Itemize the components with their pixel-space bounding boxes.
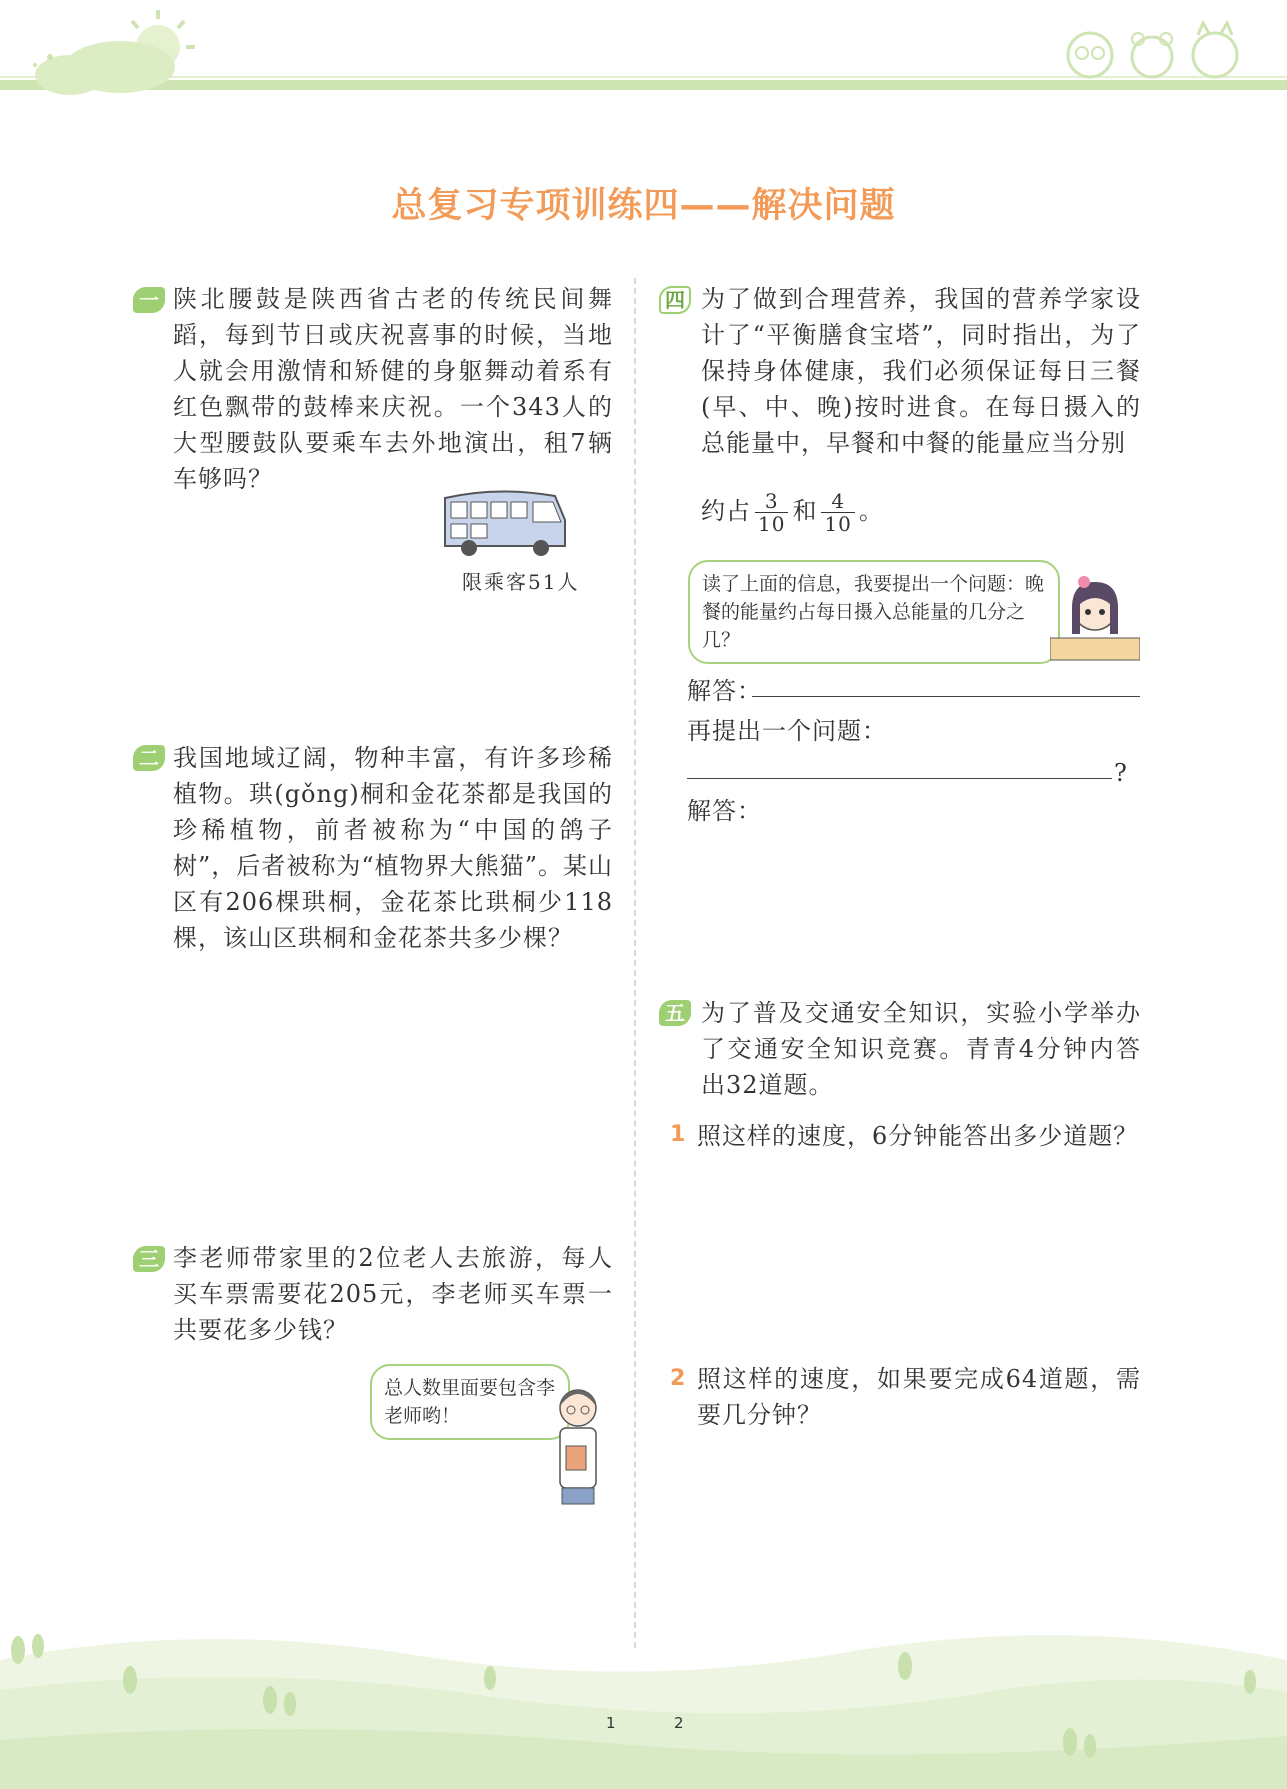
question-badge-2: 二 bbox=[133, 745, 165, 771]
question-badge-5: 五 bbox=[659, 1000, 691, 1026]
question-2-text: 我国地域辽阔，物种丰富，有许多珍稀植物。珙(gǒng)桐和金花茶都是我国的珍稀植物，前者被称为“中国的鸽子树”，后者被称为“植物界大熊猫”。某山区有206棵珙桐，金花茶比珙桐少118棵，该山区珙桐和金花茶共多少棵？ bbox=[173, 744, 613, 952]
question-badge-1: 一 bbox=[133, 287, 165, 313]
student-question-bubble: 读了上面的信息，我要提出一个问题：晚餐的能量约占每日摄入总能量的几分之几？ bbox=[688, 560, 1060, 664]
page-title: 总复习专项训练四——解决问题 bbox=[391, 186, 896, 226]
sun-cloud-decoration bbox=[10, 5, 210, 115]
question-4-text: 为了做到合理营养，我国的营养学家设计了“平衡膳食宝塔”，同时指出，为了保持身体健康，我们必须保证每日三餐(早、中、晚)按时进食。在每日摄入的总能量中，早餐和中餐的能量应当分别 bbox=[701, 285, 1141, 457]
bus-icon bbox=[437, 480, 577, 560]
question-4-fraction-line: 约占 $\frac{3}{10}$ 和 $\frac{4}{10}$ 。 bbox=[701, 489, 884, 536]
text-yuezhan: 约占 bbox=[701, 497, 751, 525]
girl-illustration bbox=[1050, 572, 1140, 664]
answer-label-2: 解答： bbox=[687, 797, 762, 825]
question-badge-3: 三 bbox=[133, 1246, 165, 1272]
animal-faces-decoration bbox=[1060, 15, 1260, 85]
teacher-hint-bubble: 总人数里面要包含李老师哟！ bbox=[370, 1364, 570, 1440]
page-number-left: 1 bbox=[606, 1714, 616, 1732]
page-number-right: 2 bbox=[674, 1714, 684, 1732]
sub-question-number-2: 2 bbox=[670, 1366, 686, 1391]
sub-question-2-text: 照这样的速度，如果要完成64道题，需要几分钟？ bbox=[697, 1365, 1141, 1429]
ask-again-label: 再提出一个问题： bbox=[687, 717, 887, 745]
question-badge-4: 四 bbox=[659, 286, 691, 314]
fraction-lunch: $\frac{4}{10}$ bbox=[821, 490, 854, 535]
text-he: 和 bbox=[792, 497, 818, 525]
footer-landscape bbox=[0, 1620, 1287, 1789]
bus-caption: 限乘客51人 bbox=[462, 570, 580, 594]
question-3-text: 李老师带家里的2位老人去旅游，每人买车票需要花205元，李老师买车票一共要花多少钱？ bbox=[173, 1244, 613, 1344]
fraction-breakfast: $\frac{3}{10}$ bbox=[755, 490, 788, 535]
question-mark: ? bbox=[1114, 759, 1128, 787]
answer-line-1[interactable] bbox=[752, 696, 1140, 697]
column-divider bbox=[634, 278, 636, 1648]
sub-question-1-text: 照这样的速度，6分钟能答出多少道题？ bbox=[697, 1122, 1139, 1150]
question-1-text: 陕北腰鼓是陕西省古老的传统民间舞蹈，每到节日或庆祝喜事的时候，当地人就会用激情和矫健的身躯舞动着系有红色飘带的鼓棒来庆祝。一个343人的大型腰鼓队要乘车去外地演出，租7辆车够吗？ bbox=[173, 285, 613, 493]
sub-question-number-1: 1 bbox=[670, 1122, 686, 1147]
question-line[interactable] bbox=[687, 778, 1112, 779]
question-5-text: 为了普及交通安全知识，实验小学举办了交通安全知识竞赛。青青4分钟内答出32道题。 bbox=[701, 999, 1141, 1099]
teacher-illustration bbox=[548, 1380, 608, 1508]
answer-label-1: 解答： bbox=[687, 677, 762, 705]
